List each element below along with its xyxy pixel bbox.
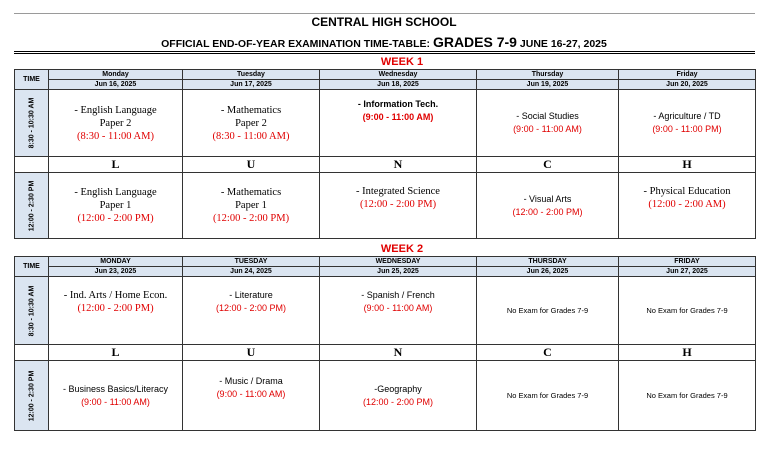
exam-cell: - English Language Paper 1 (12:00 - 2:00 PM) — [49, 173, 183, 239]
date-header: Jun 27, 2025 — [619, 267, 756, 277]
time-slot-morning: 8:30 - 10:30 AM — [15, 277, 49, 345]
exam-cell: - Mathematics Paper 1 (12:00 - 2:00 PM) — [183, 173, 320, 239]
no-exam-cell: No Exam for Grades 7-9 — [619, 277, 756, 345]
exam-cell: - Business Basics/Literacy (9:00 - 11:00 AM) — [49, 361, 183, 431]
day-header: MONDAY — [49, 257, 183, 267]
date-header: Jun 24, 2025 — [183, 267, 320, 277]
week-title: WEEK 2 — [380, 243, 424, 255]
lunch-letter: N — [320, 157, 477, 173]
lunch-letter: H — [619, 345, 756, 361]
date-header: Jun 20, 2025 — [619, 80, 756, 90]
exam-cell: - Visual Arts (12:00 - 2:00 PM) — [477, 173, 619, 239]
lunch-letter: C — [477, 157, 619, 173]
exam-cell: - Agriculture / TD (9:00 - 11:00 PM) — [619, 90, 756, 157]
exam-cell: -Geography (12:00 - 2:00 PM) — [320, 361, 477, 431]
day-header: Thursday — [477, 70, 619, 80]
week-title: WEEK 1 — [380, 56, 424, 68]
day-header: Wednesday — [320, 70, 477, 80]
day-header: TUESDAY — [183, 257, 320, 267]
subtitle-grades: GRADES 7-9 — [432, 34, 517, 50]
day-header: WEDNESDAY — [320, 257, 477, 267]
time-slot-afternoon: 12:00 - 2:30 PM — [15, 361, 49, 431]
lunch-letter: L — [49, 345, 183, 361]
no-exam-cell: No Exam for Grades 7-9 — [477, 277, 619, 345]
title-double-rule — [14, 51, 755, 54]
date-header: Jun 23, 2025 — [49, 267, 183, 277]
date-header: Jun 17, 2025 — [183, 80, 320, 90]
lunch-letter: L — [49, 157, 183, 173]
time-header: TIME — [15, 70, 49, 90]
exam-cell: - Spanish / French (9:00 - 11:00 AM) — [320, 277, 477, 345]
day-header: Friday — [619, 70, 756, 80]
time-slot-afternoon: 12:00 - 2:30 PM — [15, 173, 49, 239]
exam-cell: - Literature (12:00 - 2:00 PM) — [183, 277, 320, 345]
time-header: TIME — [15, 257, 49, 277]
exam-cell: - Social Studies (9:00 - 11:00 AM) — [477, 90, 619, 157]
lunch-letter: C — [477, 345, 619, 361]
exam-cell: - Integrated Science (12:00 - 2:00 PM) — [320, 173, 477, 239]
day-header: Monday — [49, 70, 183, 80]
exam-cell: - Physical Education (12:00 - 2:00 AM) — [619, 173, 756, 239]
lunch-letter: U — [183, 345, 320, 361]
no-exam-cell: No Exam for Grades 7-9 — [477, 361, 619, 431]
exam-cell: - Ind. Arts / Home Econ. (12:00 - 2:00 PM) — [49, 277, 183, 345]
subtitle-prefix: OFFICIAL END-OF-YEAR EXAMINATION TIME-TABLE: — [161, 38, 431, 50]
date-header: Jun 18, 2025 — [320, 80, 477, 90]
subtitle-dates: JUNE 16-27, 2025 — [519, 38, 607, 50]
date-header: Jun 26, 2025 — [477, 267, 619, 277]
time-slot-morning: 8:30 - 10:30 AM — [15, 90, 49, 157]
day-header: Tuesday — [183, 70, 320, 80]
exam-cell: - Mathematics Paper 2 (8:30 - 11:00 AM) — [183, 90, 320, 157]
page-subtitle — [0, 34, 768, 50]
day-header: THURSDAY — [477, 257, 619, 267]
exam-cell: - English Language Paper 2 (8:30 - 11:00 AM) — [49, 90, 183, 157]
week2-table — [14, 242, 756, 431]
school-name: CENTRAL HIGH SCHOOL — [311, 15, 457, 29]
exam-cell: - Information Tech. (9:00 - 11:00 AM) — [320, 90, 477, 157]
date-header: Jun 25, 2025 — [320, 267, 477, 277]
exam-cell: - Music / Drama (9:00 - 11:00 AM) — [183, 361, 320, 431]
date-header: Jun 19, 2025 — [477, 80, 619, 90]
day-header: FRIDAY — [619, 257, 756, 267]
date-header: Jun 16, 2025 — [49, 80, 183, 90]
lunch-letter: H — [619, 157, 756, 173]
week1-table — [14, 55, 756, 239]
no-exam-cell: No Exam for Grades 7-9 — [619, 361, 756, 431]
lunch-letter: U — [183, 157, 320, 173]
top-rule — [14, 13, 755, 14]
lunch-letter: N — [320, 345, 477, 361]
